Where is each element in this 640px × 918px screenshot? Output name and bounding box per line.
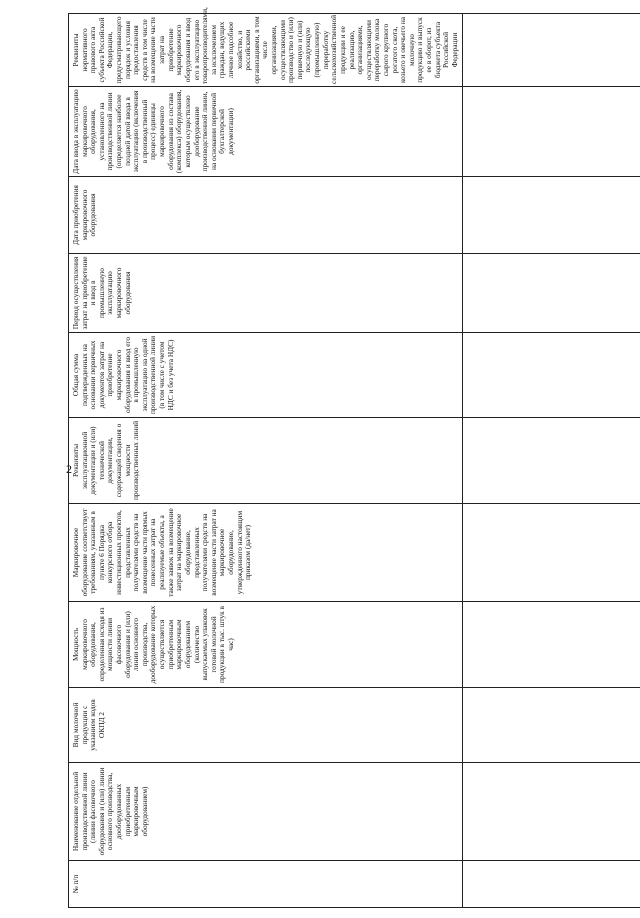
header-operating-docs: Реквизиты эксплуатационной документации и (или) технической документации, содержащей сведения о мощности производственных линий <box>69 418 463 504</box>
header-num: № п/п <box>69 861 463 908</box>
table-header-row <box>69 14 463 908</box>
table-row <box>463 14 640 908</box>
cell-equipment-capacity <box>463 602 640 688</box>
header-line-name: Наименование отдельной производственной линии (линии фасовочного оборудования и (или) линии основного производства, дооборудованных приобретенным маркировочным оборудованием) <box>69 763 463 861</box>
page-number: 2 <box>66 462 72 476</box>
header-requirements-conformity: Маркировочное оборудование соответствует требованиям, указанным в пункте 6 Порядка конкурсного отбора инвестиционных проектов, представленных получателями средств на возмещение части прямых понесенных затрат на реализуемые объекты, а также заявок на возмещение затрат на маркировочное оборудование, представленных получателями средств на возмещение части затрат на маркировочное оборудование, утвержденного настоящим приказом (да/нет) <box>69 504 463 602</box>
header-equipment-capacity: Мощность маркировочного оборудования, определенная исходя из мощности линии фасовочного оборудования и (или) линии основного производства, дооборудование которых осуществляется приобретенным маркировочным оборудованием (количество выпускаемых упаковок готовой молочной продукции в тыс. штук в час) <box>69 602 463 688</box>
cell-cost-period <box>463 254 640 333</box>
header-legal-act: Реквизиты нормативного правового акта субъекта Российской Федерации, предусматривающего порядок и условия предоставления средств в том числе на возмещение части затрат на приобретение маркировочного оборудования и ввод его в эксплуатацию товаропроизводителями, за исключением граждан, ведущих личное подсобное хозяйство, и российскими организациями, в том числе организациями, осуществляющими производство и (или) первичную и (или) последующую (промышленную) переработку сельскохозяйственной продукции и ее реализацию, организациями, осуществляющими переработку молока сырого крупного рогатого скота, козьего и овечьего на молочную продукцию и выпуск ее в оборот, из бюджета субъекта Российской Федерации <box>69 14 463 87</box>
cell-operating-docs <box>463 418 640 504</box>
rotated-table-wrapper <box>68 7 634 908</box>
table-rotation-frame <box>68 7 634 908</box>
cell-product-type <box>463 688 640 763</box>
header-commission-date: Дата ввода в эксплуатацию маркировочного оборудования, установленного на производственной линии (определяется наиболее поздней датой ввода в эксплуатацию (включения в производственный процесс) единицы маркировочного оборудования из состава (комплекса) оборудования, которым осуществлено дооборудование производственной линии, на основании первичной бухгалтерской документации) <box>69 87 463 177</box>
header-purchase-date: Дата приобретения маркировочного оборудования <box>69 177 463 254</box>
cell-requirements-conformity <box>463 504 640 602</box>
cell-purchase-date <box>463 177 640 254</box>
cell-total-cost <box>463 333 640 418</box>
cell-num <box>463 861 640 908</box>
header-total-cost: Общая сумма подтвержденных на основании первичных документов затрат на приобретение маркировочного оборудования и ввод его в промышленную эксплуатацию на одной производственной линии (в том числе с учетом НДС и без учета НДС) <box>69 333 463 418</box>
subsidy-equipment-table <box>68 7 640 908</box>
cell-commission-date <box>463 87 640 177</box>
header-product-type: Вид молочной продукции с указанием кодов ОКПД 2 <box>69 688 463 763</box>
header-cost-period: Период осуществления затрат на приобретение и ввод в промышленную эксплуатацию маркировочного оборудования <box>69 254 463 333</box>
cell-legal-act <box>463 14 640 87</box>
cell-line-name <box>463 763 640 861</box>
